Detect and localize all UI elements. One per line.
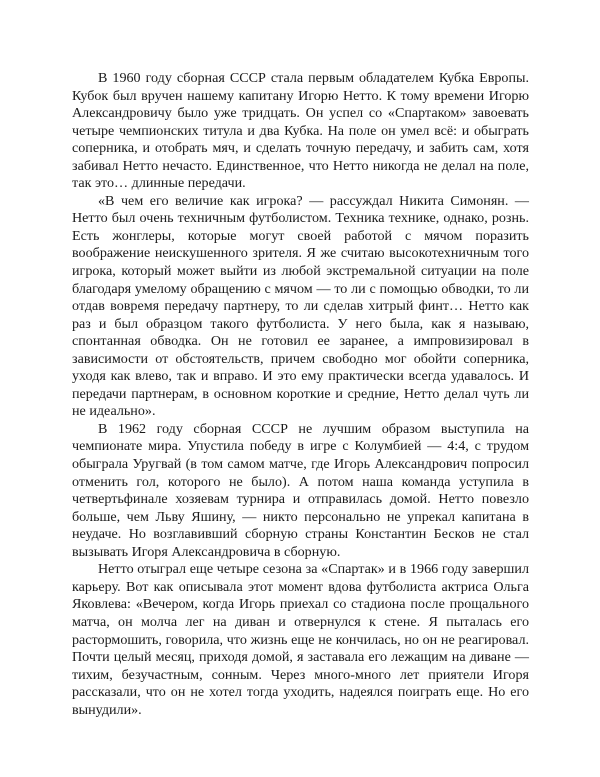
document-body	[72, 70, 529, 719]
paragraph-3: В 1962 году сборная СССР не лучшим образом выступила на чемпионате мира. Упустила победу в игре с Колумбией — 4:4, с трудом обыграла Уругвай (в том самом матче, где Игорь Александрович попросил отменить гол, которого не было). А потом наша команда уступила в четвертьфинале хозяевам турнира и отправилась домой. Нетто повезло больше, чем Льву Яшину, — никто персонально не упрекал капитана в неудаче. Но возглавивший сборную страны Константин Бесков не стал вызывать Игоря Александровича в сборную.	[72, 420, 529, 560]
paragraph-1: В 1960 году сборная СССР стала первым обладателем Кубка Европы. Кубок был вручен нашему капитану Игорю Нетто. К тому времени Игорю Александровичу было уже тридцать. Он успел со «Спартаком» завоевать четыре чемпионских титула и два Кубка. На поле он умел всё: и обыграть соперника, и отобрать мяч, и сделать точную передачу, и забить сам, хотя забивал Нетто нечасто. Единственное, что Нетто никогда не делал на поле, так это… длинные передачи.	[72, 70, 529, 192]
paragraph-2: «В чем его величие как игрока? — рассуждал Никита Симонян. — Нетто был очень техничным футболистом. Техника технике, однако, рознь. Есть жонглеры, которые могут своей работой с мячом поразить воображение неискушенного зрителя. Я же считаю высокотехничным того игрока, который может выйти из любой экстремальной ситуации на поле благодаря умелому обращению с мячом — то ли с помощью обводки, то ли отдав вовремя передачу партнеру, то ли сделав хитрый финт… Нетто как раз и был образцом такого футболиста. У него была, как я называю, спонтанная обводка. Он не готовил ее заранее, а импровизировал в зависимости от обстоятельств, причем свободно мог обойти соперника, уходя как влево, так и вправо. И это ему практически всегда удавалось. И передачи партнерам, в основном короткие и средние, Нетто делал чуть ли не идеально».	[72, 192, 529, 420]
paragraph-4: Нетто отыграл еще четыре сезона за «Спартак» и в 1966 году завершил карьеру. Вот как описывала этот момент вдова футболиста актриса Ольга Яковлева: «Вечером, когда Игорь приехал со стадиона после прощального матча, он молча лег на диван и отвернулся к стене. Я пыталась его растормошить, говорила, что жизнь еще не кончилась, но он не реагировал. Почти целый месяц, приходя домой, я заставала его лежащим на диване — тихим, безучастным, сонным. Через много-много лет приятели Игоря рассказали, что он не хотел тогда уходить, надеялся поиграть еще. Но его вынудили».	[72, 561, 529, 718]
